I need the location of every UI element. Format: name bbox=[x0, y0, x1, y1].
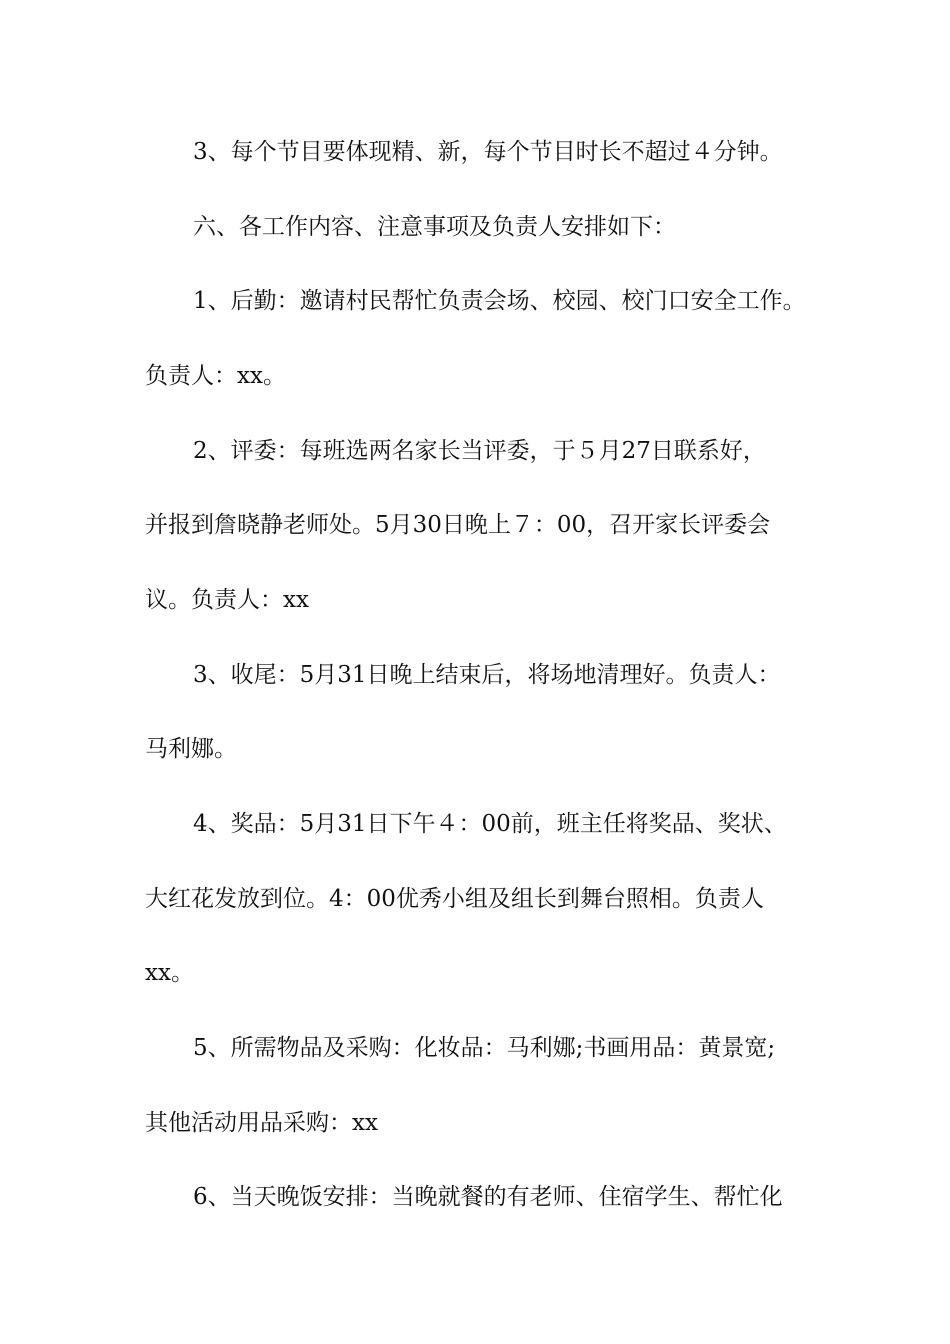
paragraph-prizes-owner: xx。 bbox=[145, 960, 194, 986]
section-heading-six: 六、各工作内容、注意事项及负责人安排如下： bbox=[193, 214, 676, 240]
paragraph-supplies: 5、所需物品及采购：化妆品：马利娜;书画用品：黄景宽; bbox=[193, 1035, 776, 1061]
paragraph-item-3-program-length: 3、每个节目要体现精、新，每个节目时长不超过４分钟。 bbox=[193, 139, 783, 165]
paragraph-logistics: 1、后勤：邀请村民帮忙负责会场、校园、校门口安全工作。 bbox=[193, 288, 806, 314]
paragraph-dinner: 6、当天晚饭安排：当晚就餐的有老师、住宿学生、帮忙化 bbox=[193, 1184, 783, 1210]
paragraph-prizes: 4、奖品：5月31日下午４：00前，班主任将奖品、奖状、 bbox=[193, 811, 787, 837]
paragraph-logistics-owner: 负责人：xx。 bbox=[145, 363, 286, 389]
paragraph-prizes-cont: 大红花发放到位。4：00优秀小组及组长到舞台照相。负责人 bbox=[145, 886, 764, 912]
paragraph-judges-cont: 并报到詹晓静老师处。5月30日晚上７：00，召开家长评委会 bbox=[145, 512, 771, 538]
paragraph-cleanup-owner: 马利娜。 bbox=[145, 736, 237, 762]
paragraph-cleanup: 3、收尾：5月31日晚上结束后，将场地清理好。负责人： bbox=[193, 662, 781, 688]
paragraph-supplies-cont: 其他活动用品采购：xx bbox=[145, 1110, 378, 1136]
paragraph-judges: 2、评委：每班选两名家长当评委，于５月27日联系好， bbox=[193, 438, 766, 464]
paragraph-judges-owner: 议。负责人：xx bbox=[145, 587, 309, 613]
